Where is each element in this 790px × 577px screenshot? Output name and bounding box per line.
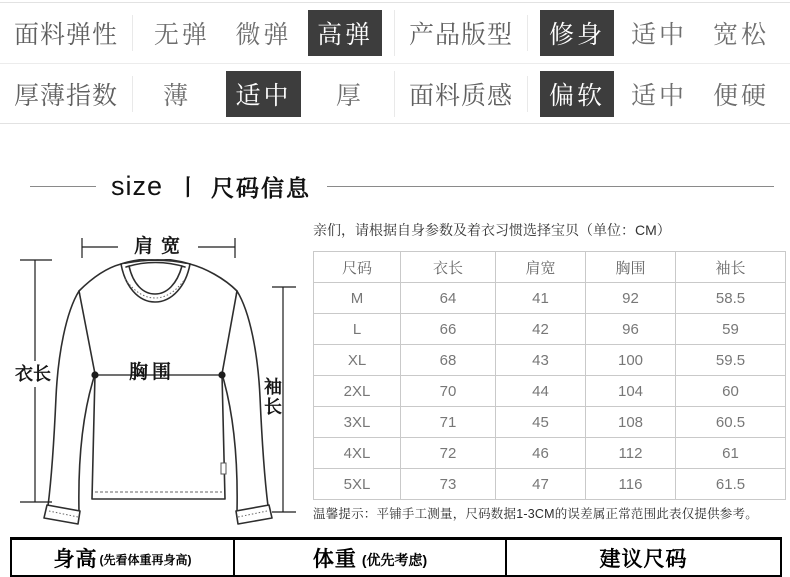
attr-option-selected: 修身 [540, 10, 614, 56]
cell-value: 66 [401, 314, 496, 345]
attr-label-fit: 产品版型 [395, 15, 528, 51]
measurement-note: 温馨提示：平铺手工测量，尺码数据1-3CM的误差属正常范围此表仅提供参考。 [313, 507, 758, 521]
cell-value: 92 [586, 283, 676, 314]
attr-option: 适中 [630, 21, 687, 49]
shoulder-width-label: 肩宽 [118, 235, 198, 259]
attr-option: 便硬 [712, 81, 769, 110]
side-seam-tag [221, 463, 226, 474]
size-info-main [0, 214, 790, 534]
attr-options-elasticity [133, 10, 395, 56]
rec-sub-weight: (优先考虑) [361, 551, 428, 568]
table-row [314, 376, 786, 407]
table-row [314, 407, 786, 438]
attr-option-selected: 高弹 [308, 10, 382, 56]
size-guide-intro: 亲们，请根据自身参数及着衣习惯选择宝贝（单位：CM） [313, 222, 671, 238]
col-header-size: 尺码 [314, 252, 401, 283]
shirt-measurement-diagram [0, 214, 310, 534]
cell-value: 64 [401, 283, 496, 314]
rec-title-suggested-size: 建议尺码 [599, 547, 688, 571]
attr-option-selected: 适中 [226, 71, 300, 117]
cell-value: 58.5 [676, 283, 786, 314]
attr-label-texture: 面料质感 [395, 76, 528, 112]
attr-label-thickness: 厚薄指数 [0, 76, 133, 112]
cell-value: 70 [401, 376, 496, 407]
attr-option: 厚 [335, 81, 364, 110]
heading-left-line [30, 186, 96, 187]
heading-right-line [327, 186, 774, 187]
rec-cell-weight [233, 540, 505, 575]
cell-value: 61.5 [676, 469, 786, 500]
attribute-row [0, 3, 790, 63]
size-chart-table [313, 251, 786, 500]
table-row [314, 345, 786, 376]
cell-value: 42 [496, 314, 586, 345]
size-guide-column [313, 214, 790, 534]
cell-size: 3XL [314, 407, 401, 438]
col-header-chest: 胸围 [586, 252, 676, 283]
attr-option: 无弹 [153, 21, 210, 49]
heading-divider-bar: 丨 [177, 174, 200, 200]
cell-value: 104 [586, 376, 676, 407]
table-row [314, 438, 786, 469]
attribute-row [0, 63, 790, 123]
cell-value: 41 [496, 283, 586, 314]
cell-value: 61 [676, 438, 786, 469]
cell-value: 73 [401, 469, 496, 500]
attr-options-texture [528, 71, 790, 117]
attr-options-fit [528, 10, 790, 56]
cell-value: 108 [586, 407, 676, 438]
fabric-attributes-section [0, 2, 790, 124]
rec-title-weight: 体重 [312, 547, 357, 571]
heading-size-zh: 尺码信息 [211, 174, 312, 201]
cell-size: M [314, 283, 401, 314]
attr-option: 适中 [630, 81, 687, 110]
cell-size: 4XL [314, 438, 401, 469]
chest-girth-label: 胸围 [129, 362, 176, 383]
cell-size: 5XL [314, 469, 401, 500]
rec-sub-height: (先看体重再身高) [99, 553, 192, 567]
col-header-sleeve: 袖长 [676, 252, 786, 283]
col-header-length: 衣长 [401, 252, 496, 283]
cell-value: 47 [496, 469, 586, 500]
col-header-shoulder: 肩宽 [496, 252, 586, 283]
table-row [314, 469, 786, 500]
table-row [314, 283, 786, 314]
heading-size-en: size [111, 170, 164, 201]
attr-option: 薄 [163, 81, 192, 110]
garment-length-label: 衣长 [14, 361, 52, 387]
attr-label-elasticity: 面料弹性 [0, 15, 133, 51]
attr-option: 宽松 [712, 21, 769, 49]
attr-option: 微弹 [235, 21, 292, 49]
size-section-heading [0, 170, 790, 202]
cell-size: 2XL [314, 376, 401, 407]
cell-size: XL [314, 345, 401, 376]
cell-value: 43 [496, 345, 586, 376]
cell-value: 60 [676, 376, 786, 407]
cell-value: 68 [401, 345, 496, 376]
rec-title-height: 身高 [53, 547, 98, 571]
recommendation-table-header [10, 537, 782, 577]
cell-value: 59.5 [676, 345, 786, 376]
rec-cell-suggested-size [505, 540, 780, 575]
attr-options-thickness [133, 71, 395, 117]
cell-size: L [314, 314, 401, 345]
cell-value: 44 [496, 376, 586, 407]
table-row [314, 314, 786, 345]
cell-value: 60.5 [676, 407, 786, 438]
rec-cell-height [12, 540, 233, 575]
cell-value: 72 [401, 438, 496, 469]
cell-value: 46 [496, 438, 586, 469]
cell-value: 59 [676, 314, 786, 345]
cell-value: 96 [586, 314, 676, 345]
size-table-header-row [314, 252, 786, 283]
cell-value: 116 [586, 469, 676, 500]
attr-option-selected: 偏软 [540, 71, 614, 117]
cell-value: 112 [586, 438, 676, 469]
cell-value: 45 [496, 407, 586, 438]
sleeve-length-label: 袖长 [262, 377, 282, 417]
cell-value: 71 [401, 407, 496, 438]
cell-value: 100 [586, 345, 676, 376]
